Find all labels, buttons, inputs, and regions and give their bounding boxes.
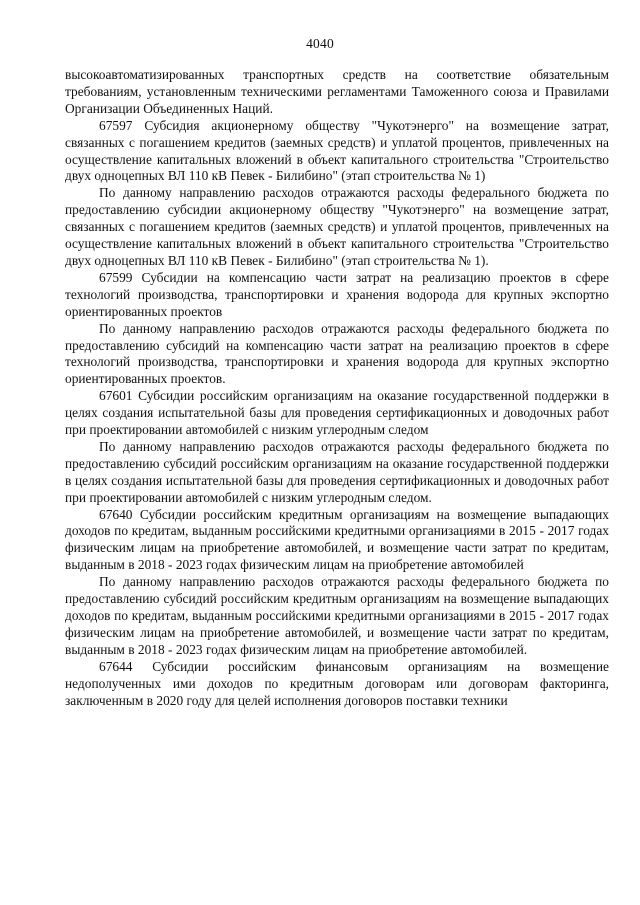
paragraph-67601-description: По данному направлению расходов отражаются расходы федерального бюджета по предоставлению субсидий российским организациям на оказание государственной поддержки в целях создания испытательной базы для проведения сертификационных и доводочных работ при проектировании автомобилей с низким углеродным следом. [65, 438, 609, 505]
page-number: 4040 [306, 36, 334, 51]
paragraph-67640-heading: 67640 Субсидии российским кредитным организациям на возмещение выпадающих доходов по кредитам, выданным российскими кредитными организациями в 2015 - 2017 годах физическим лицам на приобретение автомобилей, и возмещение части затрат по кредитам, выданным в 2018 - 2023 годах физическим лицам на приобретение автомобилей [65, 506, 609, 573]
paragraph-67644-heading: 67644 Субсидии российским финансовым организациям на возмещение недополученных ими доходов по кредитным договорам или договорам факторинга, заключенным в 2020 году для целей исполнения договоров поставки техники [65, 658, 609, 708]
paragraph-67599-heading: 67599 Субсидии на компенсацию части затрат на реализацию проектов в сфере технологий производства, транспортировки и хранения водорода для крупных экспортно ориентированных проектов [65, 269, 609, 319]
paragraph-67601-heading: 67601 Субсидии российским организациям на оказание государственной поддержки в целях создания испытательной базы для проведения сертификационных и доводочных работ при проектировании автомобилей с низким углеродным следом [65, 388, 609, 438]
document-body [65, 67, 609, 709]
paragraph-67640-description: По данному направлению расходов отражаются расходы федерального бюджета по предоставлению субсидий российским кредитным организациям на возмещение выпадающих доходов по кредитам, выданным российскими кредитными организациями в 2015 - 2017 годах физическим лицам на приобретение автомобилей, и возмещение части затрат по кредитам, выданным в 2018 - 2023 годах физическим лицам на приобретение автомобилей. [65, 574, 609, 657]
paragraph-continuation: высокоавтоматизированных транспортных средств на соответствие обязательным требованиям, установленным техническими регламентами Таможенного союза и Правилами Организации Объединенных Наций. [65, 67, 609, 116]
paragraph-67597-description: По данному направлению расходов отражаются расходы федерального бюджета по предоставлению субсидии акционерному обществу "Чукотэнерго" на возмещение затрат, связанных с погашением кредитов (заемных средств) и уплатой процентов, привлеченных на осуществление капитальных вложений в объект капитального строительства "Строительство двух одноцепных ВЛ 110 кВ Певек - Билибино" (этап строительства № 1). [65, 185, 609, 268]
paragraph-67597-heading: 67597 Субсидия акционерному обществу "Чукотэнерго" на возмещение затрат, связанных с погашением кредитов (заемных средств) и уплатой процентов, привлеченных на осуществление капитальных вложений в объект капитального строительства "Строительство двух одноцепных ВЛ 110 кВ Певек - Билибино" (этап строительства № 1) [65, 117, 609, 184]
paragraph-67599-description: По данному направлению расходов отражаются расходы федерального бюджета по предоставлению субсидий на компенсацию части затрат на реализацию проектов в сфере технологий производства, транспортировки и хранения водорода для крупных экспортно ориентированных проектов. [65, 320, 609, 387]
